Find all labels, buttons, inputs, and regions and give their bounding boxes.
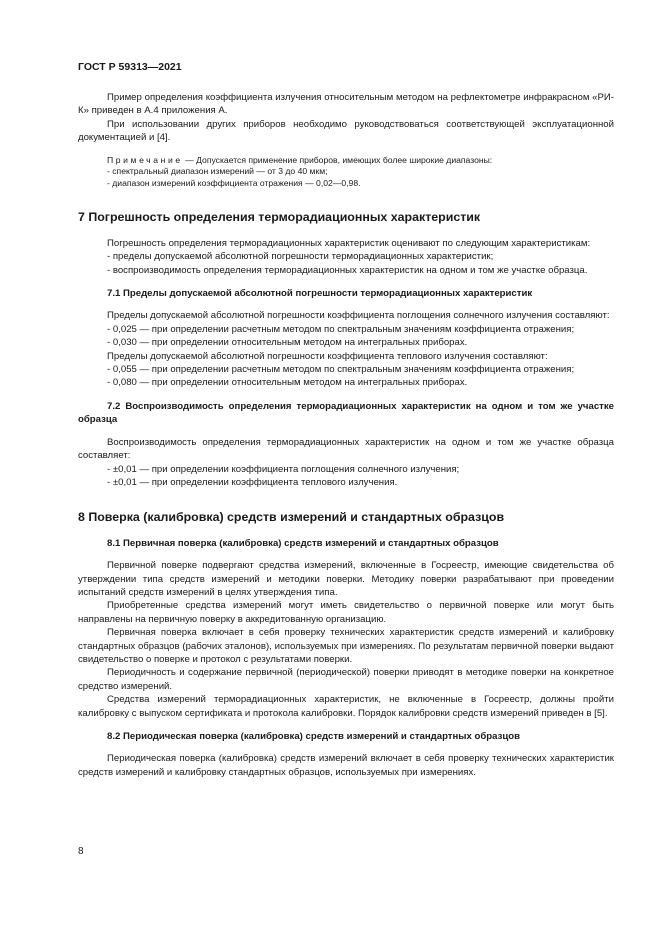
- paragraph: Пределы допускаемой абсолютной погрешности коэффициента поглощения солнечного излучения составляют:: [107, 310, 610, 322]
- dash-item: - воспроизводимость определения терморадиационных характеристик на одном и том же участке образца.: [107, 264, 588, 276]
- note-dash-item: - диапазон измерений коэффициента отражения — 0,02—0,98.: [107, 177, 361, 188]
- dash-item: - пределы допускаемой абсолютной погрешности терморадиационных характеристик;: [107, 251, 494, 263]
- page-number: 8: [78, 846, 84, 857]
- paragraph: Приобретенные средства измерений могут иметь свидетельство о первичной поверке или могут быть направлены на первичную поверку в аккредитованную организацию.: [78, 600, 614, 625]
- subsection-heading: 8.1 Первичная поверка (калибровка) средств измерений и стандартных образцов: [107, 537, 499, 549]
- dash-item: - 0,055 — при определении расчетным методом по спектральным значениям коэффициента отражения;: [107, 364, 575, 376]
- document-body: [78, 91, 614, 779]
- paragraph: Периодичность и содержание первичной (периодической) поверки приводят в методике поверки на конкретное средство измерений.: [78, 667, 614, 692]
- note-label: Примечание: [107, 154, 183, 165]
- paragraph: Погрешность определения терморадиационных характеристик оценивают по следующим характеристикам:: [107, 237, 591, 249]
- dash-item: - 0,025 — при определении расчетным методом по спектральным значениям коэффициента отражения;: [107, 323, 575, 335]
- subsection-heading: 7.2 Воспроизводимость определения терморадиационных характеристик на одном и том же участке образца: [78, 400, 614, 426]
- note-dash-item: - спектральный диапазон измерений — от 3 до 40 мкм;: [107, 166, 328, 177]
- paragraph: Пределы допускаемой абсолютной погрешности коэффициента теплового излучения составляют:: [107, 350, 548, 362]
- paragraph: Воспроизводимость определения терморадиационных характеристик на одном и том же участке образца составляет:: [78, 436, 614, 462]
- dash-item: - ±0,01 — при определении коэффициента теплового излучения.: [107, 476, 398, 488]
- section-heading: 7 Погрешность определения терморадиационных характеристик: [78, 210, 481, 225]
- paragraph: Пример определения коэффициента излучения относительным методом на рефлектометре инфракрасном «РИ-К» приведен в А.4 приложения А.: [78, 92, 614, 117]
- dash-item: - ±0,01 — при определении коэффициента поглощения солнечного излучения;: [107, 463, 460, 475]
- paragraph: Средства измерений терморадиационных характеристик, не включенные в Госреестр, должны пройти калибровку с выпуском сертификата и протокола калибровки. Порядок калибровки средств измерений приведен в [5].: [78, 694, 614, 719]
- dash-item: - 0,080 — при определении относительным методом на интегральных приборах.: [107, 377, 468, 389]
- paragraph: Первичной поверке подвергают средства измерений, включенные в Госреестр, имеющие свидетельства об утверждении типа средств измерений и методики поверки. Методику поверки разрабатывают при проведении испытаний средств измерений в целях утверждения типа.: [78, 560, 614, 598]
- section-heading: 8 Поверка (калибровка) средств измерений и стандартных образцов: [78, 510, 505, 525]
- note: [78, 155, 614, 167]
- note-text: — Допускается применение приборов, имеющих более широкие диапазоны:: [182, 154, 493, 165]
- paragraph: Периодическая поверка (калибровка) средств измерений включает в себя проверку технических характеристик средств измерений и калибровку стандартных образцов, используемых при измерениях.: [78, 753, 614, 778]
- dash-item: - 0,030 — при определении относительным методом на интегральных приборах.: [107, 337, 468, 349]
- paragraph: Первичная поверка включает в себя проверку технических характеристик средств измерений и калибровку стандартных образцов (рабочих эталонов), используемых при измерениях. По результатам первичной поверки выдают свидетельство о поверке и протокол с результатами поверки.: [78, 627, 614, 665]
- subsection-heading: 7.1 Пределы допускаемой абсолютной погрешности терморадиационных характеристик: [107, 288, 533, 300]
- document-header: ГОСТ Р 59313—2021: [78, 61, 182, 73]
- subsection-heading: 8.2 Периодическая поверка (калибровка) средств измерений и стандартных образцов: [107, 731, 521, 742]
- paragraph: При использовании других приборов необходимо руководствоваться соответствующей эксплуатационной документацией и [4].: [78, 118, 614, 144]
